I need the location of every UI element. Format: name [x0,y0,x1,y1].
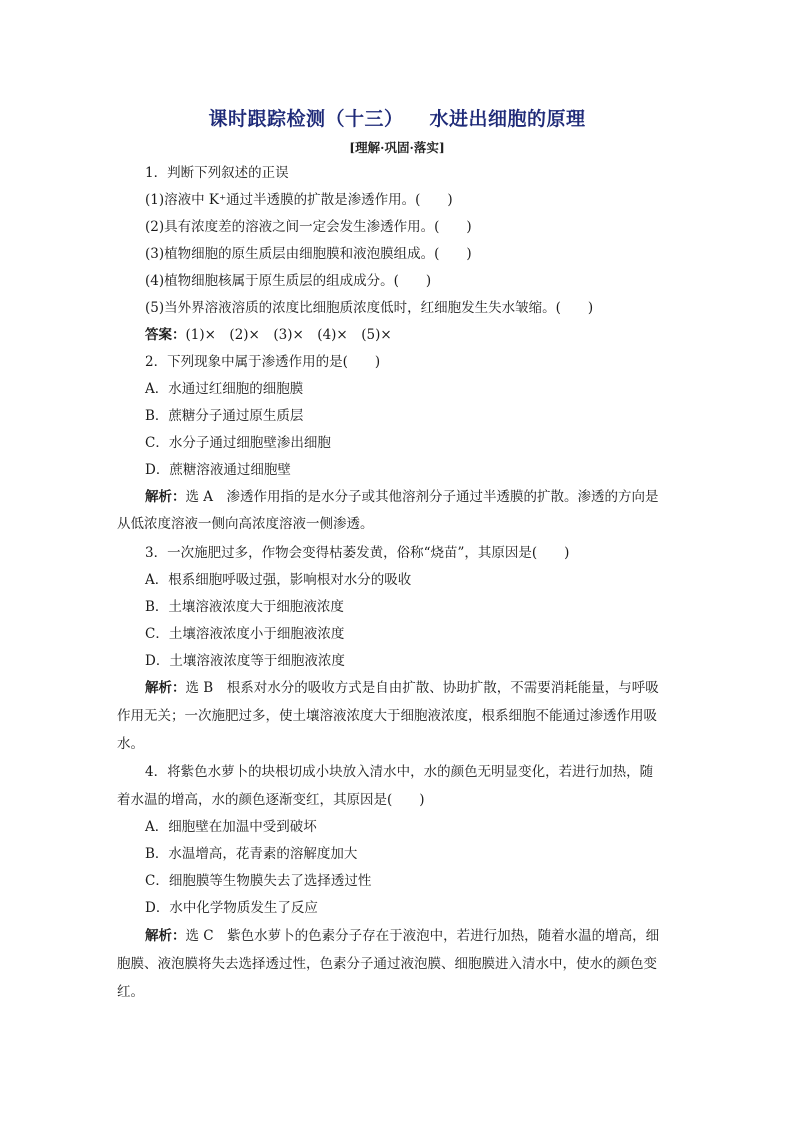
analysis-text: 选 C 紫色水萝卜的色素分子存在于液泡中，若进行加热，随着水温的增高，细 [185,928,660,944]
q2-option-d: D．蔗糖溶液通过细胞壁 [145,462,291,478]
answer-label: 答案： [145,327,186,343]
q1-item-1: (1)溶液中 K⁺通过半透膜的扩散是渗透作用。( ) [145,192,453,208]
q3-analysis-line-2: 作用无关；一次施肥过多，使土壤溶液浓度大于细胞液浓度，根系细胞不能通过渗透作用吸 [117,708,657,724]
q4-option-c: C．细胞膜等生物膜失去了选择透过性 [145,873,372,889]
q4-option-b: B．水温增高，花青素的溶解度加大 [145,846,358,862]
analysis-label: 解析： [145,489,186,505]
q4-stem-line-2: 着水温的增高，水的颜色逐渐变红，其原因是( ) [117,792,425,808]
section-subtitle: [理解·巩固·落实] [349,140,445,155]
q2-option-a: A．水通过红细胞的细胞膜 [145,381,304,397]
q4-stem-line-1: 4．将紫色水萝卜的块根切成小块放入清水中，水的颜色无明显变化，若进行加热，随 [145,764,654,780]
q1-item-2: (2)具有浓度差的溶液之间一定会发生渗透作用。( ) [145,219,472,235]
q3-option-c: C．土壤溶液浓度小于细胞液浓度 [145,626,345,642]
q3-option-d: D．土壤溶液浓度等于细胞液浓度 [145,653,345,669]
q4-analysis-line-1 [145,926,659,946]
q1-item-5: (5)当外界溶液溶质的浓度比细胞质浓度低时，红细胞发生失水皱缩。( ) [145,300,594,316]
q2-option-b: B．蔗糖分子通过原生质层 [145,408,304,424]
analysis-label: 解析： [145,680,186,696]
q2-analysis-line-2: 从低浓度溶液一侧向高浓度溶液一侧渗透。 [117,516,374,532]
q4-analysis-line-3: 红。 [117,984,144,1000]
q3-analysis-line-1 [145,678,659,698]
answer-text: (1)× (2)× (3)× (4)× (5)× [185,327,392,343]
q2-stem: 2．下列现象中属于渗透作用的是( ) [145,354,381,370]
q1-item-3: (3)植物细胞的原生质层由细胞膜和液泡膜组成。( ) [145,246,472,262]
analysis-text: 选 B 根系对水分的吸收方式是自由扩散、协助扩散，不需要消耗能量，与呼吸 [185,680,659,696]
q3-option-b: B．土壤溶液浓度大于细胞液浓度 [145,599,344,615]
page-title [0,104,794,131]
title-part1: 课时跟踪检测（十三） [208,108,404,130]
analysis-label: 解析： [145,928,186,944]
q2-option-c: C．水分子通过细胞壁渗出细胞 [145,435,331,451]
q4-analysis-line-2: 胞膜、液泡膜将失去选择透过性，色素分子通过液泡膜、细胞膜进入清水中，使水的颜色变 [117,956,657,972]
q3-stem: 3．一次施肥过多，作物会变得枯萎发黄，俗称“烧苗”，其原因是( ) [145,545,570,561]
q1-item-4: (4)植物细胞核属于原生质层的组成成分。( ) [145,273,432,289]
q3-option-a: A．根系细胞呼吸过强，影响根对水分的吸收 [145,572,412,588]
q2-analysis-line-1 [145,487,659,507]
q1-answer [145,325,392,345]
q1-stem: 1．判断下列叙述的正误 [145,165,289,181]
title-part2: 水进出细胞的原理 [429,108,586,130]
q4-option-d: D．水中化学物质发生了反应 [145,900,318,916]
analysis-text: 选 A 渗透作用指的是水分子或其他溶剂分子通过半透膜的扩散。渗透的方向是 [185,489,659,505]
q4-option-a: A．细胞壁在加温中受到破坏 [145,819,317,835]
q3-analysis-line-3: 水。 [117,736,144,752]
